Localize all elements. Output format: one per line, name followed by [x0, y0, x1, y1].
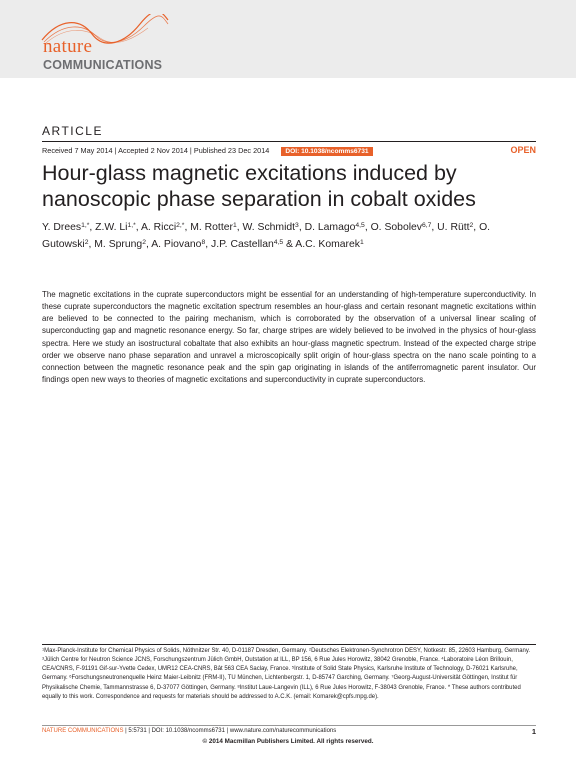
affiliation-number: 1 — [42, 647, 45, 652]
journal-header-band — [0, 0, 576, 78]
author — [295, 239, 363, 250]
author-name: Z.W. Li — [95, 222, 128, 233]
author — [211, 239, 283, 250]
author-name: M. Sprung — [94, 239, 143, 250]
author-name: W. Schmidt — [242, 222, 296, 233]
affiliation-number: 4 — [441, 656, 444, 661]
author-affiliation-marker: 3 — [295, 221, 299, 229]
page-number: 1 — [531, 727, 536, 736]
logo-nature-text: nature — [43, 36, 93, 57]
author-affiliation-marker: 1 — [232, 221, 237, 229]
footer-journal-name: NATURE COMMUNICATIONS — [42, 728, 124, 734]
author-name: Y. Drees — [42, 222, 82, 233]
author-affiliation-marker: 8 — [201, 238, 206, 246]
author-affiliation-marker: 1,* — [127, 221, 136, 229]
article-rule — [42, 141, 536, 142]
author-affiliation-marker: 2,* — [176, 221, 185, 229]
affiliation-number: 3 — [42, 656, 45, 661]
author — [42, 222, 89, 233]
author — [305, 222, 365, 233]
affiliation-text: Jülich Centre for Neutron Science JCNS, Forschungszentrum Jülich GmbH, Outstation at ILL, BP 156, 6 Rue Jules Horowitz, 38042 Grenoble, France. — [44, 657, 442, 664]
affiliations-rule — [42, 644, 536, 645]
affiliation-text: Institut Laue-Langevin (ILL), 6 Rue Jules Horowitz, F-38043 Grenoble, France. — [239, 684, 448, 691]
author-name: O. Sobolev — [370, 222, 422, 233]
journal-logo — [40, 14, 170, 72]
affiliation-text: Institute of Solid State Physics, Karlsruhe Institute of Technology, D-76021 Karlsruhe, Germany. — [42, 666, 518, 682]
author — [151, 239, 205, 250]
author-name: A. Piovano — [151, 239, 202, 250]
footer-citation-text: | 5:5731 | DOI: 10.1038/ncomms6731 | www.nature.com/naturecommunications — [123, 728, 337, 734]
author-affiliation-marker: 1,* — [81, 221, 90, 229]
author — [95, 222, 136, 233]
author-affiliation-marker: 2 — [142, 238, 146, 246]
correspondence-note: * These authors contributed equally to this work. Correspondence and requests for materials should be addressed to A.C.K. (email: Komarek@cpfs.mpg.de). — [42, 684, 521, 700]
author-name: J.P. Castellan — [211, 239, 274, 250]
author-affiliation-marker: 4,5 — [273, 238, 284, 246]
dates-text: Received 7 May 2014 | Accepted 2 Nov 2014 | Published 23 Dec 2014 — [42, 146, 270, 155]
article-title: Hour-glass magnetic excitations induced by nanoscopic phase separation in cobalt oxides — [42, 161, 476, 211]
abstract: The magnetic excitations in the cuprate superconductors might be essential for an understanding of high-temperature superconductivity. In these cuprate superconductors the magnetic excitation spectrum resembles an hour-glass and certain resonant magnetic excitations within are believed to be connected to the pairing mechanism, which is corroborated by the observation of a universal linear scaling of superconducting gap and magnetic resonance energy. So far, charge stripes are widely believed to be involved in the physics of hour-glass spectra. Here we study an isostructural cobaltate that also exhibits an hour-glass magnetic spectrum. Instead of the expected charge stripe order we observe nano phase separation and unravel a microscopically split origin of hour-glass spectra on the nano scale pointing to a connection between the magnetic resonance peak and the spin gap originating in islands of the antiferromagnetic parent insulator. Our findings open new ways to theories of magnetic excitations and superconductivity in cuprate superconductors. — [42, 290, 536, 385]
author — [243, 222, 299, 233]
affiliation-number: 7 — [391, 674, 394, 679]
author-name: O. Gutowski — [42, 222, 491, 250]
affiliation-text: Deutsches Elektronen-Synchrotron DESY, Notkestr. 85, 22603 Hamburg, Germany. — [311, 648, 530, 654]
author — [190, 222, 237, 233]
footer-citation — [42, 728, 336, 734]
author-affiliation-marker: 4,5 — [355, 221, 365, 229]
author-name: A.C. Komarek — [295, 239, 360, 250]
affiliation-number: 5 — [291, 665, 295, 670]
author-list: Y. Drees$^{1,*}$, Z.W. $Li^{1,*}$, A. Ricci$^{2,*}$, M. Rotter$^1$, W. Schmidt$^3$, D. Lamago$^{4,5}$, O. Sobolev$^{6,7}$, U. Rütt$^2$, O. Gutowski$^2$, M. Sprung$^2$, A. Piovano$^8$, J.P. Castellan$^{4,5}$ & A.C. Komarek$^1$ — [42, 221, 491, 250]
author — [141, 222, 184, 233]
footer-rule — [42, 725, 536, 726]
affiliation-text: Forschungsneutronenquelle Heinz Maier-Leibnitz (FRM-II), TU München, Lichtenbergstr. 1, D-85747 Garching, Germany. — [71, 675, 392, 682]
affiliation-number: 6 — [69, 674, 72, 679]
author-name: M. Rotter — [190, 222, 233, 233]
doi-badge[interactable]: DOI: 10.1038/ncomms6731 — [281, 147, 372, 156]
author-affiliation-marker: 2 — [84, 238, 89, 246]
logo-communications-text: COMMUNICATIONS — [43, 58, 163, 72]
author-name: U. Rütt — [437, 222, 470, 233]
article-type-label: ARTICLE — [42, 124, 103, 138]
affiliation-text: Georg-August-Universität Göttingen, Institut für Physikalische Chemie, Tammannstrasse 6, D-37077 Göttingen, Germany. — [42, 675, 518, 691]
author-affiliation-marker: 2 — [469, 221, 474, 229]
author — [437, 222, 473, 233]
author — [94, 239, 146, 250]
affiliations — [42, 647, 536, 702]
author-affiliation-marker: 6,7 — [422, 221, 432, 229]
author-affiliation-marker: 1 — [359, 238, 364, 246]
affiliation-number: 8 — [237, 683, 240, 688]
author-name: A. Ricci — [140, 222, 177, 233]
affiliation-text: Laboratoire Léon Brillouin, CEA/CNRS, F-91191 Gif-sur-Yvette Cedex, UMR12 CEA-CNRS, Bât 563 CEA Saclay, France. — [42, 657, 513, 673]
author — [371, 222, 432, 233]
affiliation-text: Max-Planck-Institute for Chemical Physics of Solids, Nöthnitzer Str. 40, D-01187 Dresden, Germany. — [44, 648, 309, 654]
copyright-notice: © 2014 Macmillan Publishers Limited. All rights reserved. — [202, 738, 374, 745]
open-access-badge: OPEN — [510, 145, 536, 155]
affiliation-number: 2 — [308, 647, 312, 652]
publication-dates — [42, 146, 536, 158]
author-name: D. Lamago — [304, 222, 356, 233]
